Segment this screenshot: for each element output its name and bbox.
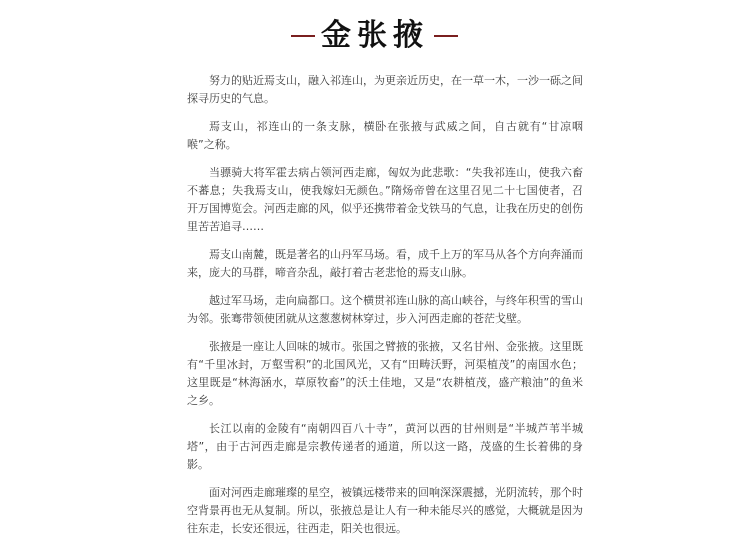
paragraph-1: 努力的贴近焉支山，融入祁连山，为更亲近历史，在一草一木，一沙一砾之间探寻历史的气息。 — [187, 74, 583, 105]
paragraph-2: 焉支山，祁连山的一条支脉，横卧在张掖与武威之间，自古就有“甘凉咽喉”之称。 — [187, 120, 583, 151]
paragraph-8: 面对河西走廊璀璨的星空，被镇远楼带来的回响深深震撼，光阴流转，那个时空背景再也无从复制。所以，张掖总是让人有一种未能尽兴的感觉，大概就是因为往东走，长安还很远，往西走，阳关也很远。 — [187, 486, 583, 535]
paragraph-5: 越过军马场，走向扁都口。这个横贯祁连山脉的高山峡谷，与终年积雪的雪山为邻。张骞带领使团就从这葱葱树林穿过，步入河西走廊的苍茫戈壁。 — [187, 294, 583, 325]
paragraph-3: 当骠骑大将军霍去病占领河西走廊，匈奴为此悲歌：“失我祁连山，使我六畜不蕃息；失我焉支山，使我嫁妇无颜色。”隋炀帝曾在这里召见二十七国使者，召开万国博览会。河西走廊的风，似乎还携带着金戈铁马的气息，让我在历史的创伤里苦苦追寻…… — [187, 166, 583, 233]
article-body — [187, 72, 583, 548]
page-title: 金张掖 — [321, 18, 429, 53]
paragraph-4: 焉支山南麓，既是著名的山丹军马场。看，成千上万的军马从各个方向奔涌而来，庞大的马群，啼音杂乱，敲打着古老悲怆的焉支山脉。 — [187, 248, 583, 279]
paragraph-6: 张掖是一座让人回味的城市。张国之臂掖的张掖，又名甘州、金张掖。这里既有“千里冰封，万壑雪积”的北国风光，又有“田畴沃野，河渠植茂”的南国水色；这里既是“林海涵水，草原牧畜”的沃土佳地，又是“农耕植茂，盛产粮油”的鱼米之乡。 — [187, 340, 583, 407]
title-dash-left — [291, 35, 315, 37]
title-dash-right — [434, 35, 458, 37]
paragraph-7: 长江以南的金陵有“南朝四百八十寺”，黄河以西的甘州则是“半城芦苇半城塔”，由于古河西走廊是宗教传递者的通道，所以这一路，茂盛的生长着佛的身影。 — [187, 422, 583, 471]
title-block — [0, 14, 750, 58]
